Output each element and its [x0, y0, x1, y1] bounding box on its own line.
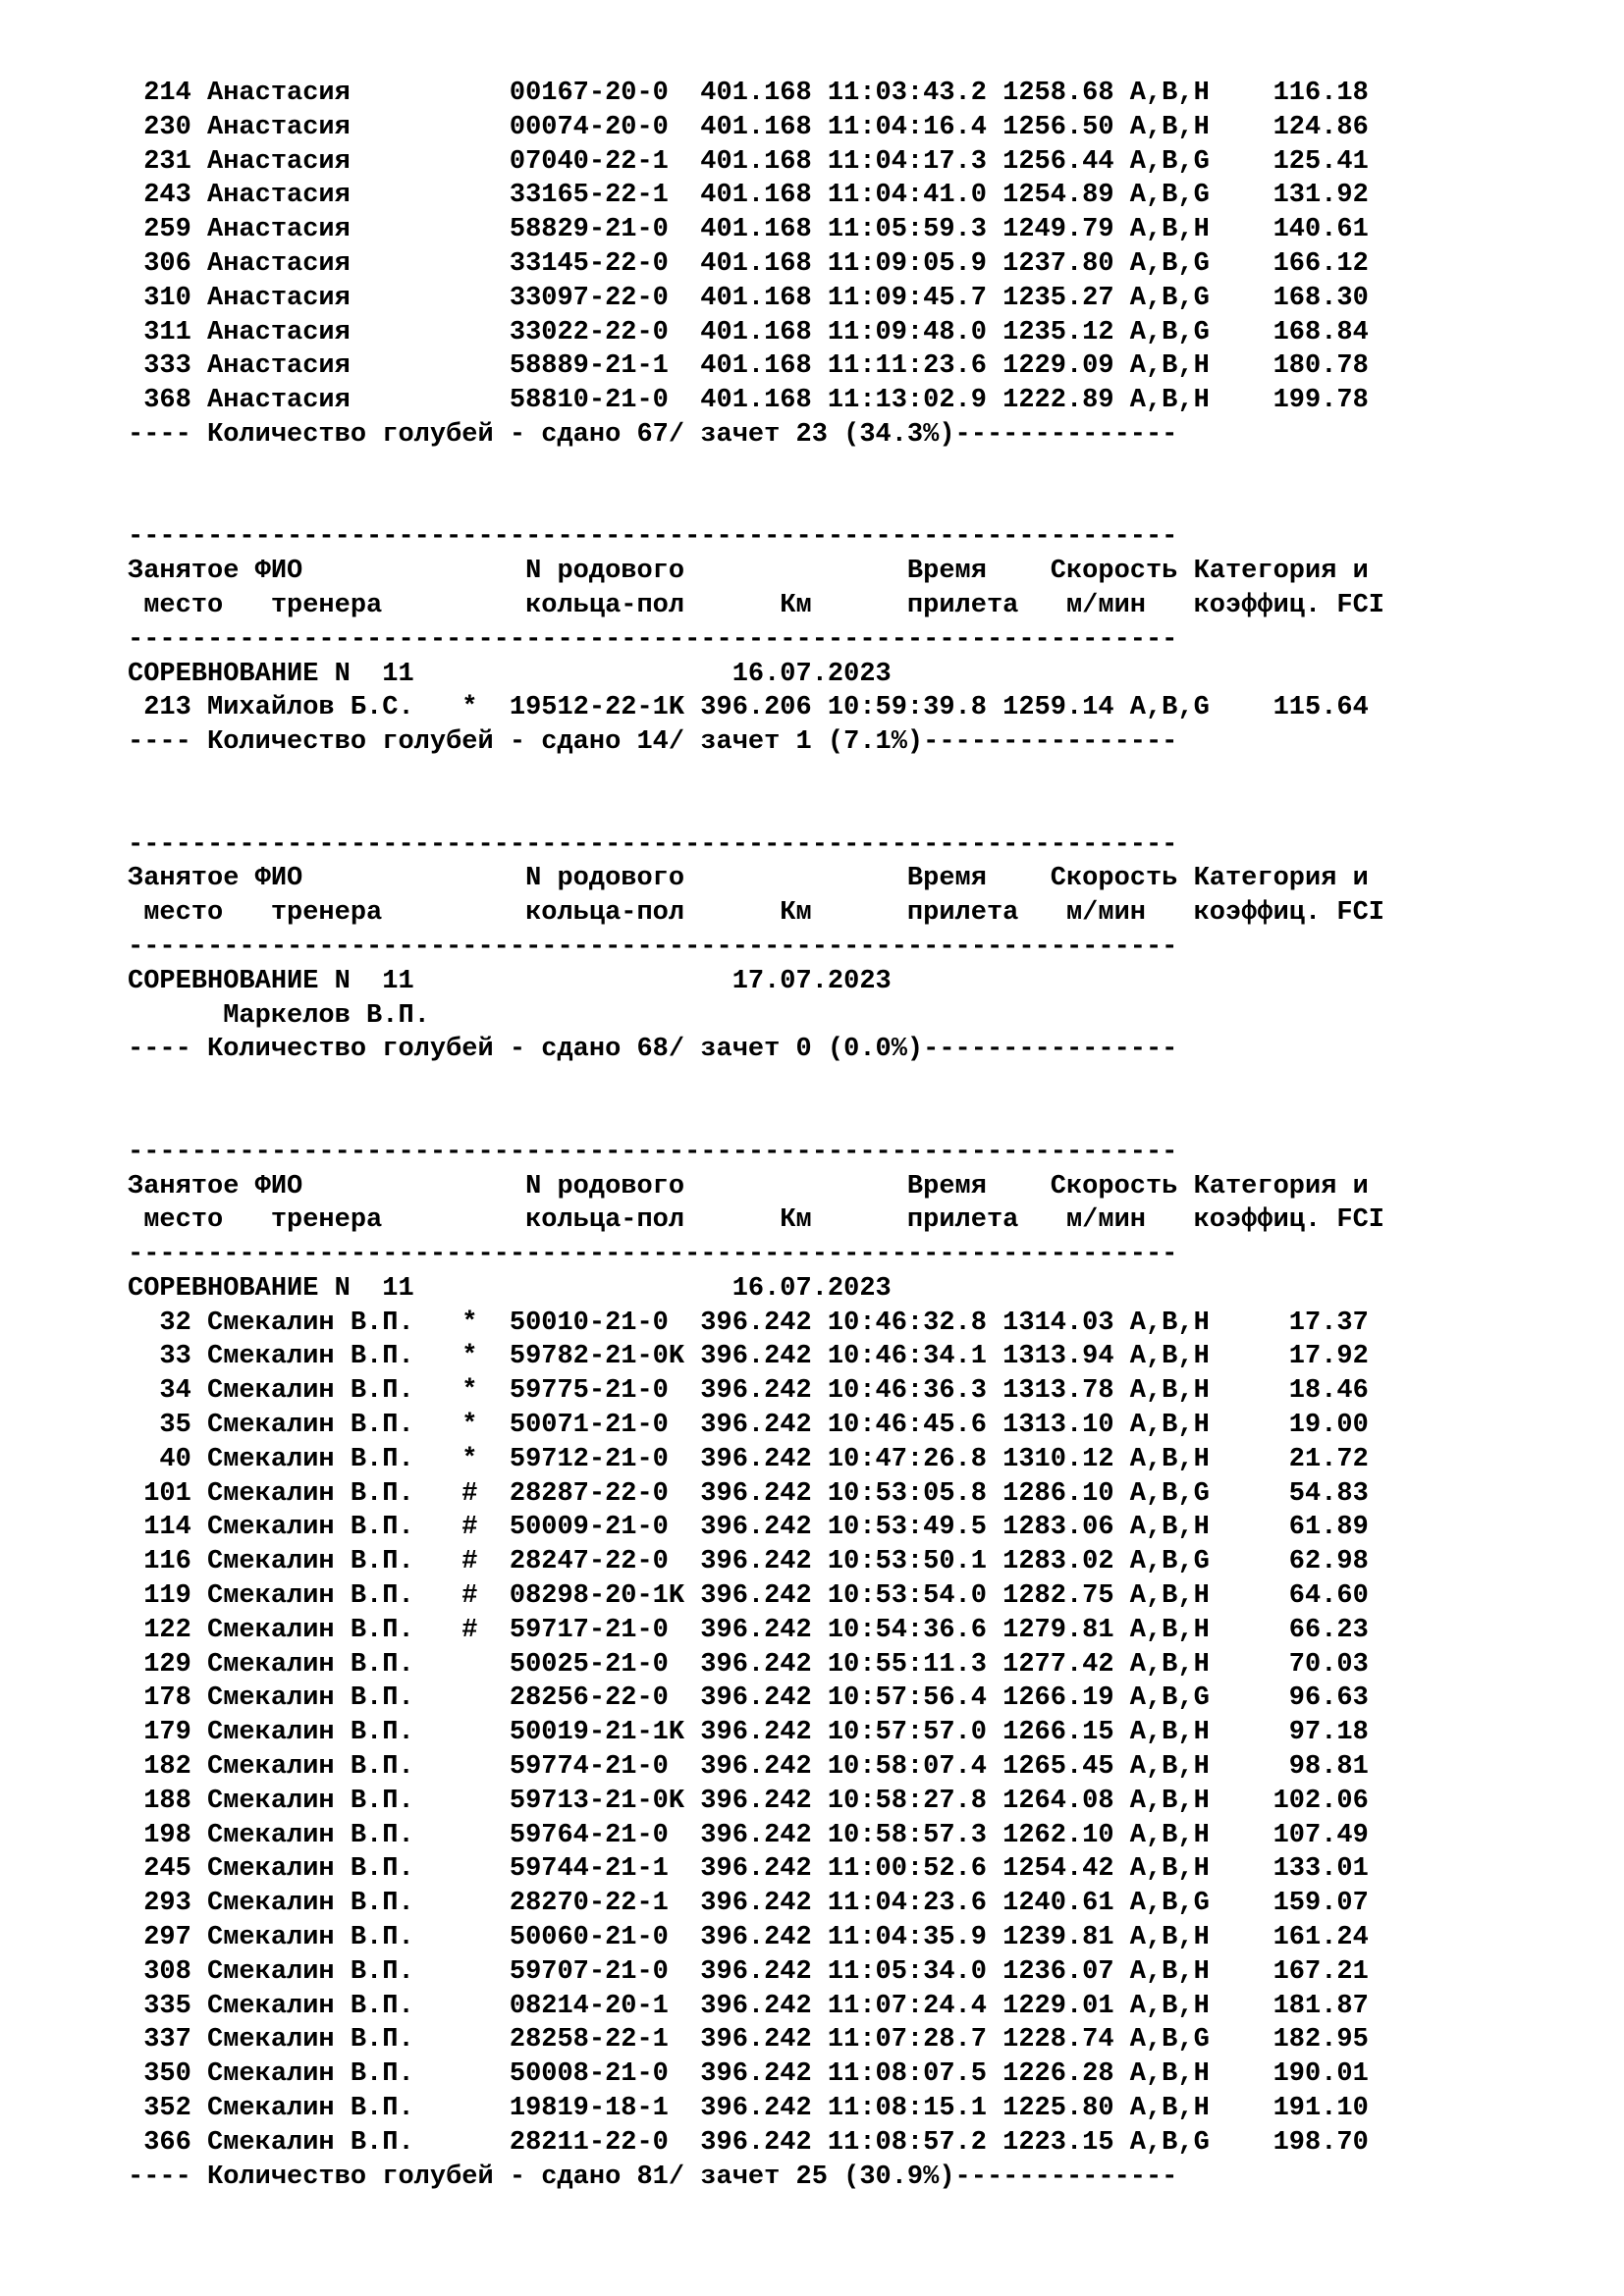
result-row: 114 Смекалин В.П. # 50009-21-0 396.242 10:53:49.5 1283.06 A,B,H 61.89	[128, 1513, 1369, 1543]
result-row: 32 Смекалин В.П. * 50010-21-0 396.242 10:46:32.8 1314.03 A,B,H 17.37	[128, 1308, 1369, 1338]
result-row: 129 Смекалин В.П. 50025-21-0 396.242 10:55:11.3 1277.42 A,B,H 70.03	[128, 1649, 1369, 1680]
summary-line: ---- Количество голубей - сдано 14/ зачет 1 (7.1%)----------------	[128, 727, 1178, 758]
table-header-row-1: Занятое ФИО N родового Время Скорость Категория и	[128, 557, 1369, 587]
result-row: 335 Смекалин В.П. 08214-20-1 396.242 11:07:24.4 1229.01 A,B,H 181.87	[128, 1991, 1369, 2021]
results-document	[128, 77, 1581, 2194]
table-header-row-2: место тренера кольца-пол Км прилета м/мин коэффиц. FCI	[128, 1205, 1385, 1236]
blank-line	[128, 453, 1581, 487]
table-header-row-1: Занятое ФИО N родового Время Скорость Категория и	[128, 1171, 1369, 1201]
table-header-row-1: Занятое ФИО N родового Время Скорость Категория и	[128, 864, 1369, 894]
result-row: 245 Смекалин В.П. 59744-21-1 396.242 11:00:52.6 1254.42 A,B,H 133.01	[128, 1854, 1369, 1885]
table-header-row-2: место тренера кольца-пол Км прилета м/мин коэффиц. FCI	[128, 898, 1385, 929]
summary-line: ---- Количество голубей - сдано 67/ зачет 23 (34.3%)--------------	[128, 419, 1178, 450]
result-row: 116 Смекалин В.П. # 28247-22-0 396.242 10:53:50.1 1283.02 A,B,G 62.98	[128, 1547, 1369, 1577]
result-row: 297 Смекалин В.П. 50060-21-0 396.242 11:04:35.9 1239.81 A,B,H 161.24	[128, 1923, 1369, 1953]
competition-line: СОРЕВНОВАНИЕ N 11 17.07.2023	[128, 966, 892, 996]
result-row: 366 Смекалин В.П. 28211-22-0 396.242 11:08:57.2 1223.15 A,B,G 198.70	[128, 2127, 1369, 2158]
separator-line: ------------------------------------------------------------------	[128, 932, 1178, 962]
result-row: 337 Смекалин В.П. 28258-22-1 396.242 11:07:28.7 1228.74 A,B,G 182.95	[128, 2025, 1369, 2056]
result-row: 230 Анастасия 00074-20-0 401.168 11:04:16.4 1256.50 A,B,H 124.86	[128, 112, 1369, 142]
result-row: 259 Анастасия 58829-21-0 401.168 11:05:59.3 1249.79 A,B,H 140.61	[128, 215, 1369, 245]
blank-line	[128, 1067, 1581, 1101]
blank-line	[128, 760, 1581, 794]
blank-line	[128, 1101, 1581, 1136]
result-row: 310 Анастасия 33097-22-0 401.168 11:09:45.7 1235.27 A,B,G 168.30	[128, 283, 1369, 313]
competition-line: СОРЕВНОВАНИЕ N 11 16.07.2023	[128, 1273, 892, 1304]
result-row: 214 Анастасия 00167-20-0 401.168 11:03:43.2 1258.68 A,B,H 116.18	[128, 79, 1369, 108]
result-row: 308 Смекалин В.П. 59707-21-0 396.242 11:05:34.0 1236.07 A,B,H 167.21	[128, 1956, 1369, 1987]
blank-line	[128, 487, 1581, 521]
result-row: 311 Анастасия 33022-22-0 401.168 11:09:48.0 1235.12 A,B,G 168.84	[128, 317, 1369, 347]
result-row: 179 Смекалин В.П. 50019-21-1K 396.242 10:57:57.0 1266.15 A,B,H 97.18	[128, 1718, 1369, 1748]
result-row: 306 Анастасия 33145-22-0 401.168 11:09:05.9 1237.80 A,B,G 166.12	[128, 248, 1369, 279]
result-row: 213 Михайлов Б.С. * 19512-22-1K 396.206 10:59:39.8 1259.14 A,B,G 115.64	[128, 693, 1369, 723]
result-row: 333 Анастасия 58889-21-1 401.168 11:11:23.6 1229.09 A,B,H 180.78	[128, 351, 1369, 382]
result-row: 368 Анастасия 58810-21-0 401.168 11:13:02.9 1222.89 A,B,H 199.78	[128, 386, 1369, 416]
separator-line: ------------------------------------------------------------------	[128, 624, 1178, 655]
result-row: 352 Смекалин В.П. 19819-18-1 396.242 11:08:15.1 1225.80 A,B,H 191.10	[128, 2094, 1369, 2124]
result-row: 293 Смекалин В.П. 28270-22-1 396.242 11:04:23.6 1240.61 A,B,G 159.07	[128, 1889, 1369, 1919]
owner-line: Маркелов В.П.	[128, 1000, 430, 1031]
result-row: 34 Смекалин В.П. * 59775-21-0 396.242 10:46:36.3 1313.78 A,B,H 18.46	[128, 1376, 1369, 1407]
result-row: 101 Смекалин В.П. # 28287-22-0 396.242 10:53:05.8 1286.10 A,B,G 54.83	[128, 1478, 1369, 1509]
table-header-row-2: место тренера кольца-пол Км прилета м/мин коэффиц. FCI	[128, 590, 1385, 620]
result-row: 40 Смекалин В.П. * 59712-21-0 396.242 10:47:26.8 1310.12 A,B,H 21.72	[128, 1444, 1369, 1474]
result-row: 35 Смекалин В.П. * 50071-21-0 396.242 10:46:45.6 1313.10 A,B,H 19.00	[128, 1411, 1369, 1441]
result-row: 33 Смекалин В.П. * 59782-21-0K 396.242 10:46:34.1 1313.94 A,B,H 17.92	[128, 1342, 1369, 1372]
result-row: 243 Анастасия 33165-22-1 401.168 11:04:41.0 1254.89 A,B,G 131.92	[128, 181, 1369, 211]
separator-line: ------------------------------------------------------------------	[128, 829, 1178, 860]
separator-line: ------------------------------------------------------------------	[128, 1240, 1178, 1270]
competition-line: СОРЕВНОВАНИЕ N 11 16.07.2023	[128, 659, 892, 689]
result-row: 122 Смекалин В.П. # 59717-21-0 396.242 10:54:36.6 1279.81 A,B,H 66.23	[128, 1615, 1369, 1645]
blank-line	[128, 794, 1581, 828]
result-row: 182 Смекалин В.П. 59774-21-0 396.242 10:58:07.4 1265.45 A,B,H 98.81	[128, 1752, 1369, 1783]
summary-line: ---- Количество голубей - сдано 68/ зачет 0 (0.0%)----------------	[128, 1035, 1178, 1065]
result-row: 178 Смекалин В.П. 28256-22-0 396.242 10:57:56.4 1266.19 A,B,G 96.63	[128, 1683, 1369, 1714]
separator-line: ------------------------------------------------------------------	[128, 1137, 1178, 1167]
result-row: 188 Смекалин В.П. 59713-21-0K 396.242 10:58:27.8 1264.08 A,B,H 102.06	[128, 1786, 1369, 1816]
result-row: 119 Смекалин В.П. # 08298-20-1K 396.242 10:53:54.0 1282.75 A,B,H 64.60	[128, 1581, 1369, 1612]
summary-line: ---- Количество голубей - сдано 81/ зачет 25 (30.9%)--------------	[128, 2162, 1178, 2192]
result-row: 231 Анастасия 07040-22-1 401.168 11:04:17.3 1256.44 A,B,G 125.41	[128, 146, 1369, 177]
result-row: 350 Смекалин В.П. 50008-21-0 396.242 11:08:07.5 1226.28 A,B,H 190.01	[128, 2059, 1369, 2090]
result-row: 198 Смекалин В.П. 59764-21-0 396.242 10:58:57.3 1262.10 A,B,H 107.49	[128, 1820, 1369, 1850]
separator-line: ------------------------------------------------------------------	[128, 522, 1178, 553]
